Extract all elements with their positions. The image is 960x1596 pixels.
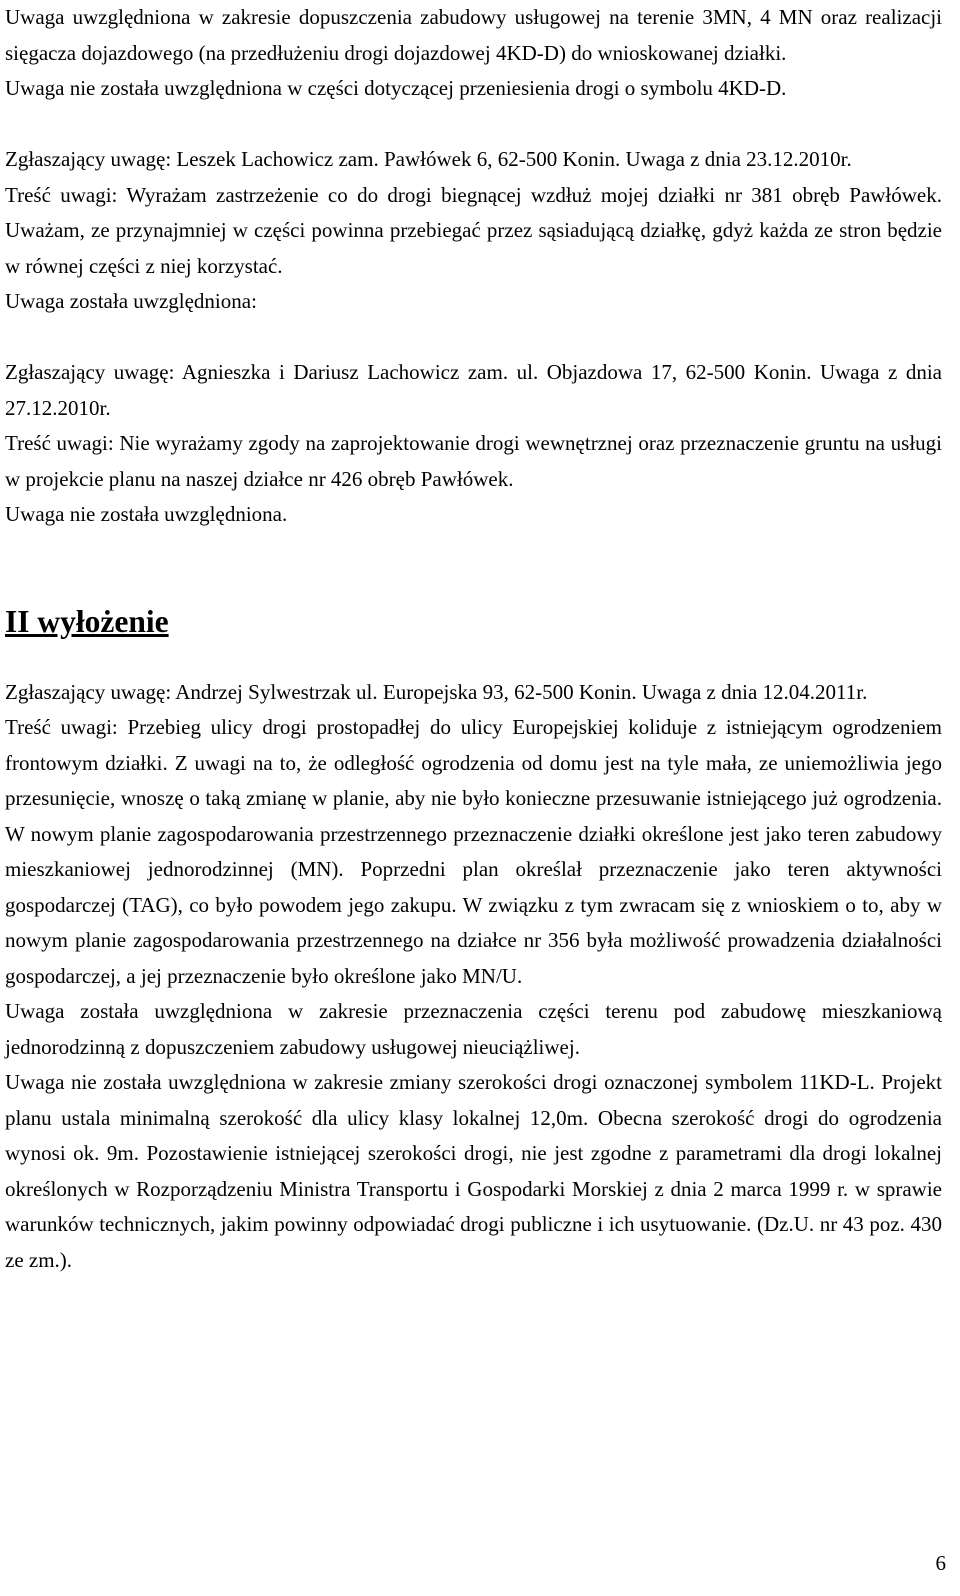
spacer (5, 320, 942, 356)
remark-decision-accepted: Uwaga została uwzględniona w zakresie przeznaczenia części terenu pod zabudowę mieszkaniową jednorodzinną z dopuszczeniem zabudowy usługowej nieuciążliwej. (5, 999, 942, 1059)
remark-decision: Uwaga nie została uwzględniona. (5, 502, 288, 526)
document-page (5, 0, 942, 1278)
section-remark-lachowicz-leszek (5, 142, 942, 320)
remark-content: Treść uwagi: Nie wyrażamy zgody na zaprojektowanie drogi wewnętrznej oraz przeznaczenie gruntu na usługi w projekcie planu na naszej działce nr 426 obręb Pawłówek. (5, 431, 942, 491)
remark-content: Treść uwagi: Wyrażam zastrzeżenie co do drogi biegnącej wzdłuż mojej działki nr 381 obręb Pawłówek. Uważam, ze przynajmniej w części powinna przebiegać przez sąsiadującą działkę, gdyż każda ze stron będzie w równej części z niej korzystać. (5, 182, 942, 278)
page-number: 6 (935, 1551, 946, 1575)
section-remark-lachowicz-agnieszka-dariusz (5, 355, 942, 533)
section-remark-sylwestrzak (5, 675, 942, 1279)
remark-submitter: Zgłaszający uwagę: Leszek Lachowicz zam. Pawłówek 6, 62-500 Konin. Uwaga z dnia 23.12.2010r. (5, 147, 852, 171)
spacer (5, 533, 942, 604)
remark-content: Treść uwagi: Przebieg ulicy drogi prostopadłej do ulicy Europejskiej koliduje z istniejącym ogrodzeniem frontowym działki. Z uwagi na to, że odległość ogrodzenia od domu jest na tyle mała, ze uniemożliwia jego przesunięcie, wnoszę o taką zmianę w planie, aby nie było konieczne przesuwanie istniejącego już ogrodzenia. W nowym planie zagospodarowania przestrzennego przeznaczenie działki określone jest jako teren zabudowy mieszkaniowej jednorodzinnej (MN). Poprzedni plan określał przeznaczenie jako teren aktywności gospodarczej (TAG), co było powodem jego zakupu. W związku z tym zwracam się z wnioskiem o to, aby w nowym planie zagospodarowania przestrzennego na działce nr 356 była możliwość prowadzenia działalności gospodarczej, a jej przeznaczenie było określone jako MN/U. (5, 715, 942, 988)
remark-decision-rejected: Uwaga nie została uwzględniona w zakresie zmiany szerokości drogi oznaczonej symbolem 11KD-L. Projekt planu ustala minimalną szerokość dla ulicy klasy lokalnej 12,0m. Obecna szerokość drogi do ogrodzenia wynosi ok. 9m. Pozostawienie istniejącej szerokości drogi, nie jest zgodne z parametrami dla drogi lokalnej określonych w Rozporządzeniu Ministra Transportu i Gospodarki Morskiej z dnia 2 marca 1999 r. w sprawie warunków technicznych, jakim powinny odpowiadać drogi publiczne i ich usytuowanie. (Dz.U. nr 43 poz. 430 ze zm.). (5, 1070, 942, 1272)
remark-submitter: Zgłaszający uwagę: Agnieszka i Dariusz Lachowicz zam. ul. Objazdowa 17, 62-500 Konin. Uwaga z dnia 27.12.2010r. (5, 360, 942, 420)
decision-paragraph-rejected: Uwaga nie została uwzględniona w części dotyczącej przeniesienia drogi o symbolu 4KD-D. (5, 76, 787, 100)
remark-submitter: Zgłaszający uwagę: Andrzej Sylwestrzak ul. Europejska 93, 62-500 Konin. Uwaga z dnia 12.04.2011r. (5, 679, 868, 704)
spacer (5, 639, 942, 675)
spacer (5, 107, 942, 143)
section-decision-previous (5, 0, 942, 107)
remark-decision: Uwaga została uwzględniona: (5, 289, 257, 313)
decision-paragraph-accepted: Uwaga uwzględniona w zakresie dopuszczenia zabudowy usługowej na terenie 3MN, 4 MN oraz realizacji sięgacza dojazdowego (na przedłużeniu drogi dojazdowej 4KD-D) do wnioskowanej działki. (5, 5, 942, 65)
section-heading: II wyłożenie (5, 603, 169, 639)
